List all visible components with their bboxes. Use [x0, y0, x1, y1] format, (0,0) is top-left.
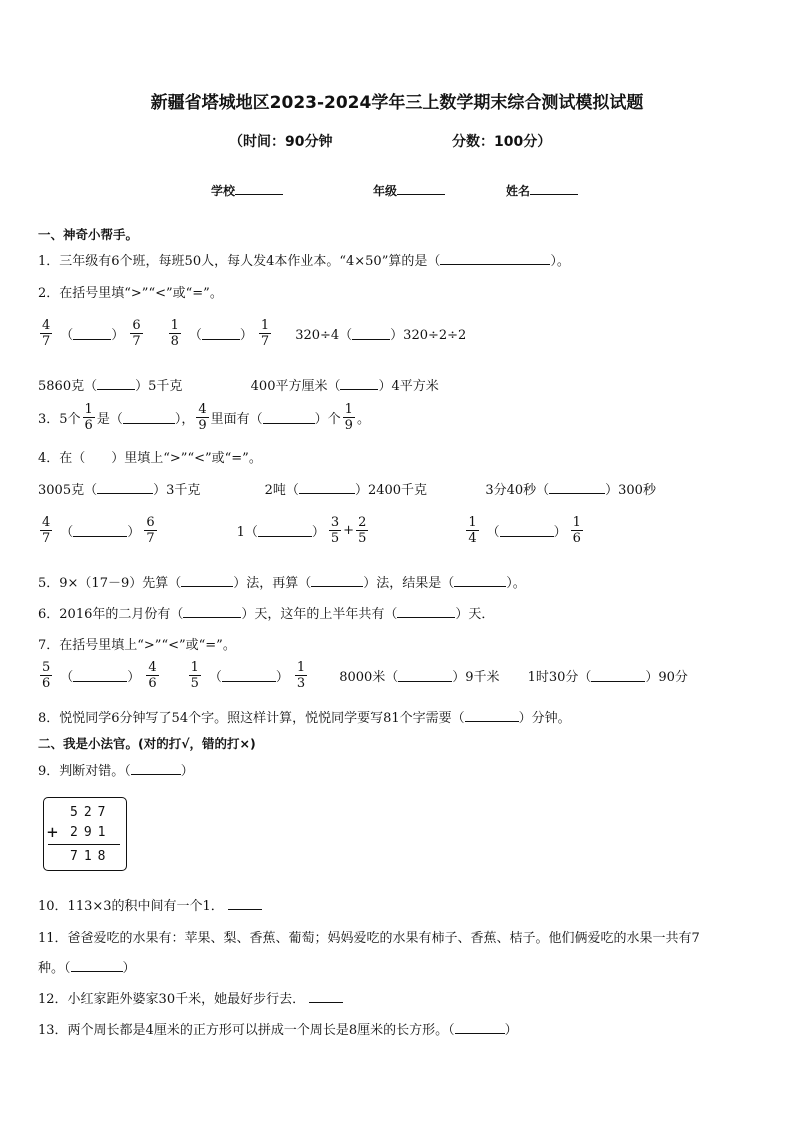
question-8: 8．悦悦同学6分钟写了54个字。照这样计算，悦悦同学要写81个字需要（ ）分钟。: [38, 711, 571, 726]
vertical-addition-box: [43, 797, 127, 871]
fraction: $\frac{1}{7}$: [260, 318, 270, 349]
answer-blank[interactable]: [591, 669, 645, 682]
fraction: $\frac{1}{5}$: [190, 660, 199, 691]
question-7-row: $\frac{5}{6}$ （ ） $\frac{4}{6}$ $\frac{1}{5}$ （ ） $\frac{1}{3}$ 8000米（ ）9千米 1时30分（ ）90分: [42, 660, 688, 691]
question-1: 1．三年级有6个班，每班50人，每人发4本作业本。“4×50”算的是（ ）。: [38, 254, 570, 269]
name-field: 姓名: [506, 182, 578, 199]
question-7: 7．在括号里填上“>”“<”或“=”。: [38, 638, 236, 653]
fraction: $\frac{6}{7}$: [132, 318, 141, 349]
fraction: $\frac{1}{6}$: [572, 515, 581, 546]
answer-blank[interactable]: [299, 481, 355, 494]
question-13: 13．两个周长都是4厘米的正方形可以拼成一个周长是8厘米的长方形。（ ）: [38, 1023, 518, 1038]
question-2: 2．在括号里填“>”“<”或“=”。: [38, 286, 223, 301]
addend-1: 527: [70, 805, 112, 820]
time-label: （时间：90分钟: [229, 134, 333, 150]
fraction: $\frac{4}{9}$: [198, 402, 207, 433]
addend-2: 291: [70, 825, 112, 840]
answer-blank[interactable]: [97, 481, 153, 494]
answer-blank[interactable]: [263, 411, 315, 424]
answer-blank[interactable]: [181, 574, 233, 587]
answer-blank[interactable]: [352, 327, 390, 340]
fraction: $\frac{4}{6}$: [148, 660, 157, 691]
question-10: 10．113×3的积中间有一个1．: [38, 895, 262, 914]
fraction: $\frac{2}{5}$: [358, 515, 367, 546]
answer-blank[interactable]: [311, 574, 363, 587]
question-4-row-1: 3005克（ ）3千克 2吨（ ）2400千克 3分40秒（ ）300秒: [38, 483, 656, 498]
fraction: $\frac{1}{6}$: [84, 402, 93, 433]
fraction: $\frac{1}{4}$: [468, 515, 477, 546]
answer-blank[interactable]: [549, 481, 605, 494]
fraction: $\frac{1}{9}$: [344, 402, 353, 433]
question-12: 12．小红家距外婆家30千米，她最好步行去．: [38, 988, 343, 1007]
answer-blank[interactable]: [454, 574, 506, 587]
fraction: $\frac{1}{3}$: [296, 660, 306, 691]
question-4: 4．在（ ）里填上“>”“<”或“=”。: [38, 451, 262, 466]
answer-blank[interactable]: [309, 990, 343, 1003]
answer-blank[interactable]: [183, 605, 241, 618]
answer-blank[interactable]: [73, 524, 127, 537]
answer-blank[interactable]: [202, 327, 240, 340]
answer-blank[interactable]: [440, 252, 550, 265]
answer-blank[interactable]: [228, 897, 262, 910]
question-2-row-1: $\frac{4}{7}$ （ ） $\frac{6}{7}$ $\frac{1}{8}$ （ ） $\frac{1}{7}$ 320÷4（ ）320÷2÷2: [42, 318, 467, 349]
page-title: 新疆省塔城地区2023-2024学年三上数学期末综合测试模拟试题: [150, 93, 644, 113]
answer-blank[interactable]: [131, 762, 181, 775]
sum-result: 718: [70, 849, 112, 864]
question-5: 5．9×（17－9）先算（ ）法，再算（ ）法，结果是（ ）。: [38, 576, 526, 591]
section-1-heading: 一、神奇小帮手。: [38, 227, 139, 242]
name-input[interactable]: [530, 182, 578, 195]
answer-blank[interactable]: [455, 1021, 505, 1034]
answer-blank[interactable]: [258, 524, 312, 537]
fraction: $\frac{1}{8}$: [170, 318, 179, 349]
question-9: 9．判断对错。（ ）: [38, 764, 194, 779]
answer-blank[interactable]: [73, 327, 111, 340]
fraction: $\frac{4}{7}$: [42, 515, 51, 546]
question-2-row-2: 5860克（ ）5千克 400平方厘米（ ）4平方米: [38, 379, 439, 394]
answer-blank[interactable]: [340, 377, 378, 390]
sum-line: [48, 844, 120, 845]
fraction: $\frac{3}{5}$: [330, 515, 340, 546]
fraction: $\frac{6}{7}$: [146, 515, 155, 546]
answer-blank[interactable]: [465, 709, 519, 722]
grade-input[interactable]: [397, 182, 445, 195]
fraction: $\frac{5}{6}$: [42, 660, 51, 691]
answer-blank[interactable]: [123, 411, 175, 424]
question-11: 11．爸爸爱吃的水果有：苹果、梨、香蕉、葡萄；妈妈爱吃的水果有柿子、香蕉、桔子。他们俩爱吃的水果一共有7: [38, 931, 700, 946]
plus-sign: +: [47, 822, 58, 843]
score-label: 分数：100分）: [452, 134, 552, 150]
question-6: 6．2016年的二月份有（ ）天，这年的上半年共有（ ）天．: [38, 607, 495, 622]
school-field: 学校: [211, 182, 283, 199]
answer-blank[interactable]: [398, 669, 452, 682]
answer-blank[interactable]: [73, 669, 127, 682]
school-input[interactable]: [235, 182, 283, 195]
answer-blank[interactable]: [500, 524, 554, 537]
answer-blank[interactable]: [71, 959, 123, 972]
question-11-continued: 种。（ ）: [38, 961, 136, 976]
answer-blank[interactable]: [97, 377, 135, 390]
question-3: 3．5个 $\frac{1}{6}$ 是（ ）， $\frac{4}{9}$ 里面有（ ）个 $\frac{1}{9}$ 。: [38, 402, 370, 433]
fraction: $\frac{4}{7}$: [42, 318, 51, 349]
grade-field: 年级: [373, 182, 445, 199]
question-4-row-2: $\frac{4}{7}$ （ ） $\frac{6}{7}$ 1（ ） $\frac{3}{5}$ + $\frac{2}{5}$ $\frac{1}{4}$ （ ） $\frac{1}{6}$: [42, 515, 581, 546]
section-2-heading: 二、我是小法官。(对的打√，错的打×): [38, 736, 256, 751]
answer-blank[interactable]: [222, 669, 276, 682]
answer-blank[interactable]: [397, 605, 455, 618]
